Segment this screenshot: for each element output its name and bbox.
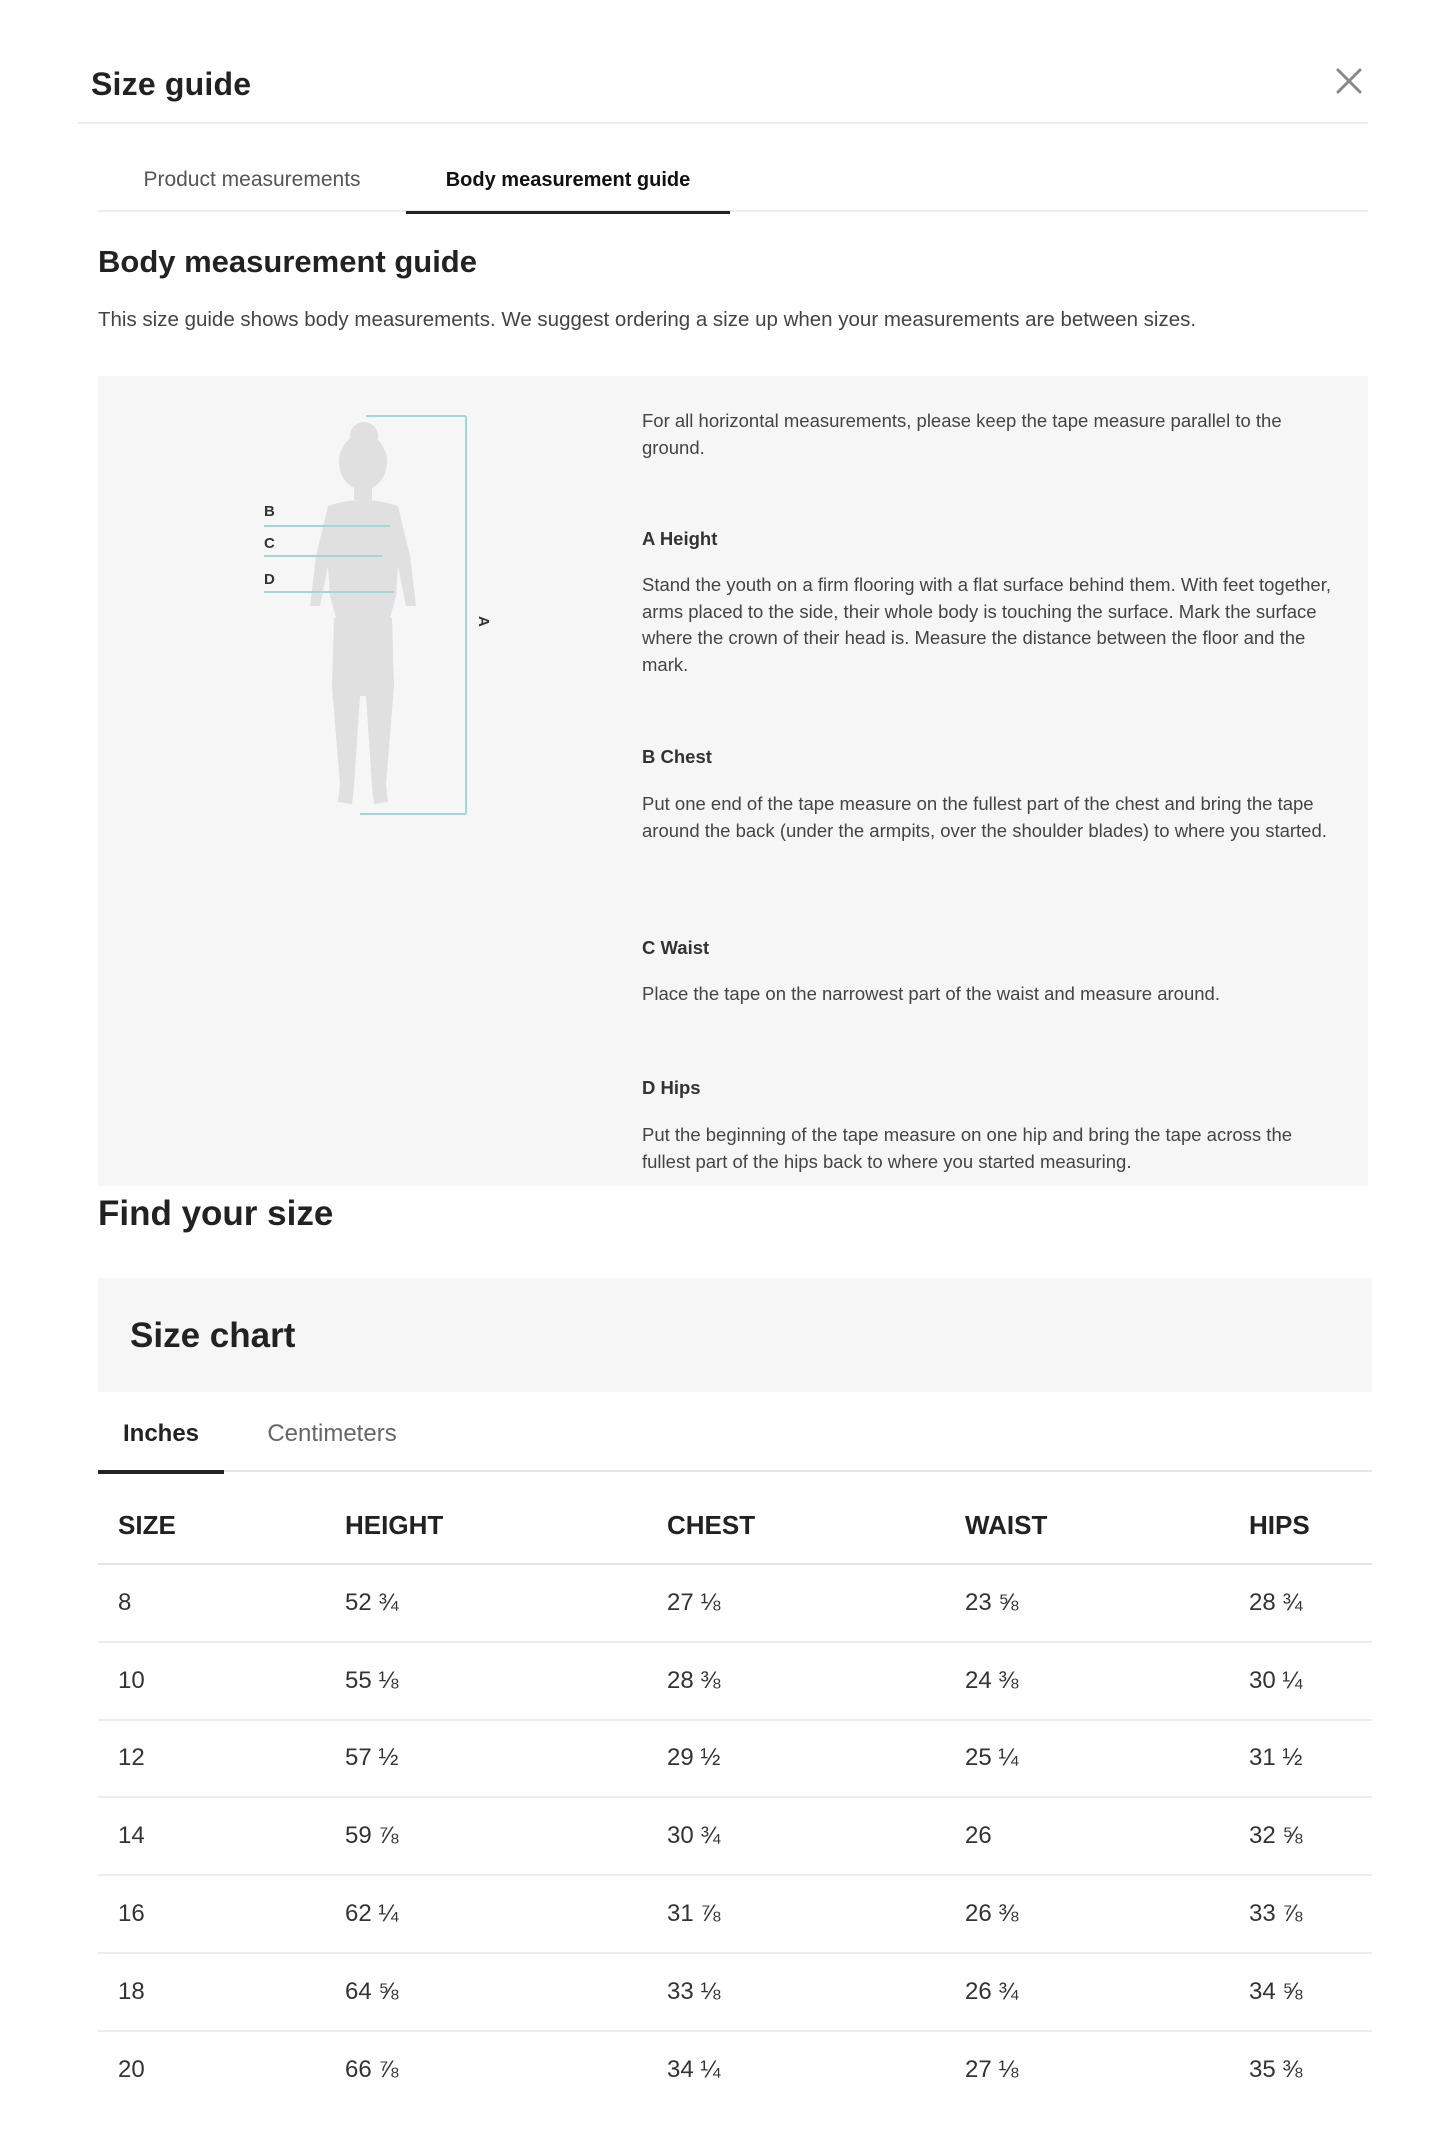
column-header-hips: HIPS <box>1249 1488 1372 1564</box>
guide-tabs <box>98 148 1368 212</box>
tab-inches[interactable]: Inches <box>98 1400 224 1472</box>
close-button[interactable] <box>1330 62 1368 100</box>
body-guide-description: This size guide shows body measurements. We suggest ordering a size up when your measurements are between sizes. <box>98 308 1197 331</box>
cell-height: 52 ¾ <box>345 1564 667 1642</box>
table-row <box>98 1642 1372 1720</box>
find-your-size-heading: Find your size <box>98 1194 334 1233</box>
cell-size: 12 <box>98 1720 345 1798</box>
height-text: Stand the youth on a firm flooring with a flat surface behind them. With feet together, arms placed to the side, their whole body is touching the surface. Mark the surface where the crown of their head is. Measure the distance between the floor and the mark. <box>642 574 1331 675</box>
column-header-waist: WAIST <box>965 1488 1249 1564</box>
cell-waist: 26 ¾ <box>965 1953 1249 2031</box>
cell-chest: 28 ⅜ <box>667 1642 965 1720</box>
hips-heading: D Hips <box>642 1077 701 1098</box>
modal-header <box>78 48 1368 124</box>
body-figure-illustration <box>198 406 598 846</box>
table-row <box>98 2031 1372 2109</box>
cell-hips: 32 ⅝ <box>1249 1797 1372 1875</box>
cell-waist: 27 ⅛ <box>965 2056 1019 2084</box>
cell-hips: 31 ½ <box>1249 1720 1372 1798</box>
cell-size: 8 <box>98 1564 345 1642</box>
cell-chest: 30 ¾ <box>667 1797 965 1875</box>
tab-centimeters[interactable]: Centimeters <box>267 1420 397 1447</box>
height-heading: A Height <box>642 528 718 549</box>
label-c: C <box>264 535 275 552</box>
hips-text: Put the beginning of the tape measure on one hip and bring the tape across the fullest part of the hips back to where you started measuring. <box>642 1124 1293 1172</box>
measurement-guide-panel <box>98 376 1368 1186</box>
guide-intro: For all horizontal measurements, please keep the tape measure parallel to the ground. <box>642 410 1282 458</box>
cell-hips: 35 ⅜ <box>1249 2056 1303 2084</box>
label-a: A <box>475 616 492 627</box>
table-row <box>98 1564 1372 1642</box>
cell-waist: 24 ⅜ <box>965 1642 1249 1720</box>
table-row <box>98 1953 1372 2031</box>
cell-hips: 33 ⅞ <box>1249 1875 1372 1953</box>
cell-size: 14 <box>98 1797 345 1875</box>
table-row <box>98 1720 1372 1798</box>
modal-title: Size guide <box>91 66 252 102</box>
cell-chest: 31 ⅞ <box>667 1875 965 1953</box>
cell-height: 55 ⅛ <box>345 1642 667 1720</box>
cell-hips: 30 ¼ <box>1249 1642 1372 1720</box>
column-header-size: SIZE <box>98 1488 345 1564</box>
cell-chest: 33 ⅛ <box>667 1953 965 2031</box>
cell-chest: 34 ¼ <box>667 2056 721 2084</box>
cell-waist: 26 ⅜ <box>965 1875 1249 1953</box>
cell-chest: 27 ⅛ <box>667 1564 965 1642</box>
table-row <box>98 1875 1372 1953</box>
cell-waist: 26 <box>965 1797 1249 1875</box>
chest-heading: B Chest <box>642 746 712 767</box>
table-row <box>98 1797 1372 1875</box>
cell-hips: 34 ⅝ <box>1249 1953 1372 2031</box>
column-header-chest: CHEST <box>667 1488 965 1564</box>
waist-text: Place the tape on the narrowest part of the waist and measure around. <box>642 983 1220 1004</box>
cell-size: 10 <box>98 1642 345 1720</box>
close-icon <box>1330 62 1368 100</box>
cell-height: 57 ½ <box>345 1720 667 1798</box>
cell-hips: 28 ¾ <box>1249 1564 1372 1642</box>
cell-height: 59 ⅞ <box>345 1797 667 1875</box>
tab-product-measurements[interactable]: Product measurements <box>143 168 361 191</box>
body-guide-heading: Body measurement guide <box>98 244 477 279</box>
cell-waist: 25 ¼ <box>965 1720 1249 1798</box>
cell-height: 62 ¼ <box>345 1875 667 1953</box>
table-header-row <box>98 1488 1372 1564</box>
unit-tabs <box>98 1400 1372 1472</box>
cell-height: 64 ⅝ <box>345 1953 667 2031</box>
size-chart-title: Size chart <box>130 1316 296 1355</box>
chest-text: Put one end of the tape measure on the fullest part of the chest and bring the tape around the back (under the armpits, over the shoulder blades) to where you started. <box>642 793 1327 841</box>
label-b: B <box>264 503 275 520</box>
cell-size: 20 <box>118 2056 145 2084</box>
body-silhouette <box>310 422 416 804</box>
label-d: D <box>264 571 275 588</box>
size-chart-table <box>98 1488 1372 2109</box>
cell-waist: 23 ⅝ <box>965 1564 1249 1642</box>
cell-height: 66 ⅞ <box>345 2056 399 2084</box>
cell-size: 18 <box>98 1953 345 2031</box>
size-chart-header <box>98 1278 1372 1392</box>
waist-heading: C Waist <box>642 937 710 958</box>
column-header-height: HEIGHT <box>345 1488 667 1564</box>
tab-body-measurement-guide[interactable]: Body measurement guide <box>406 148 730 212</box>
cell-size: 16 <box>98 1875 345 1953</box>
cell-chest: 29 ½ <box>667 1720 965 1798</box>
